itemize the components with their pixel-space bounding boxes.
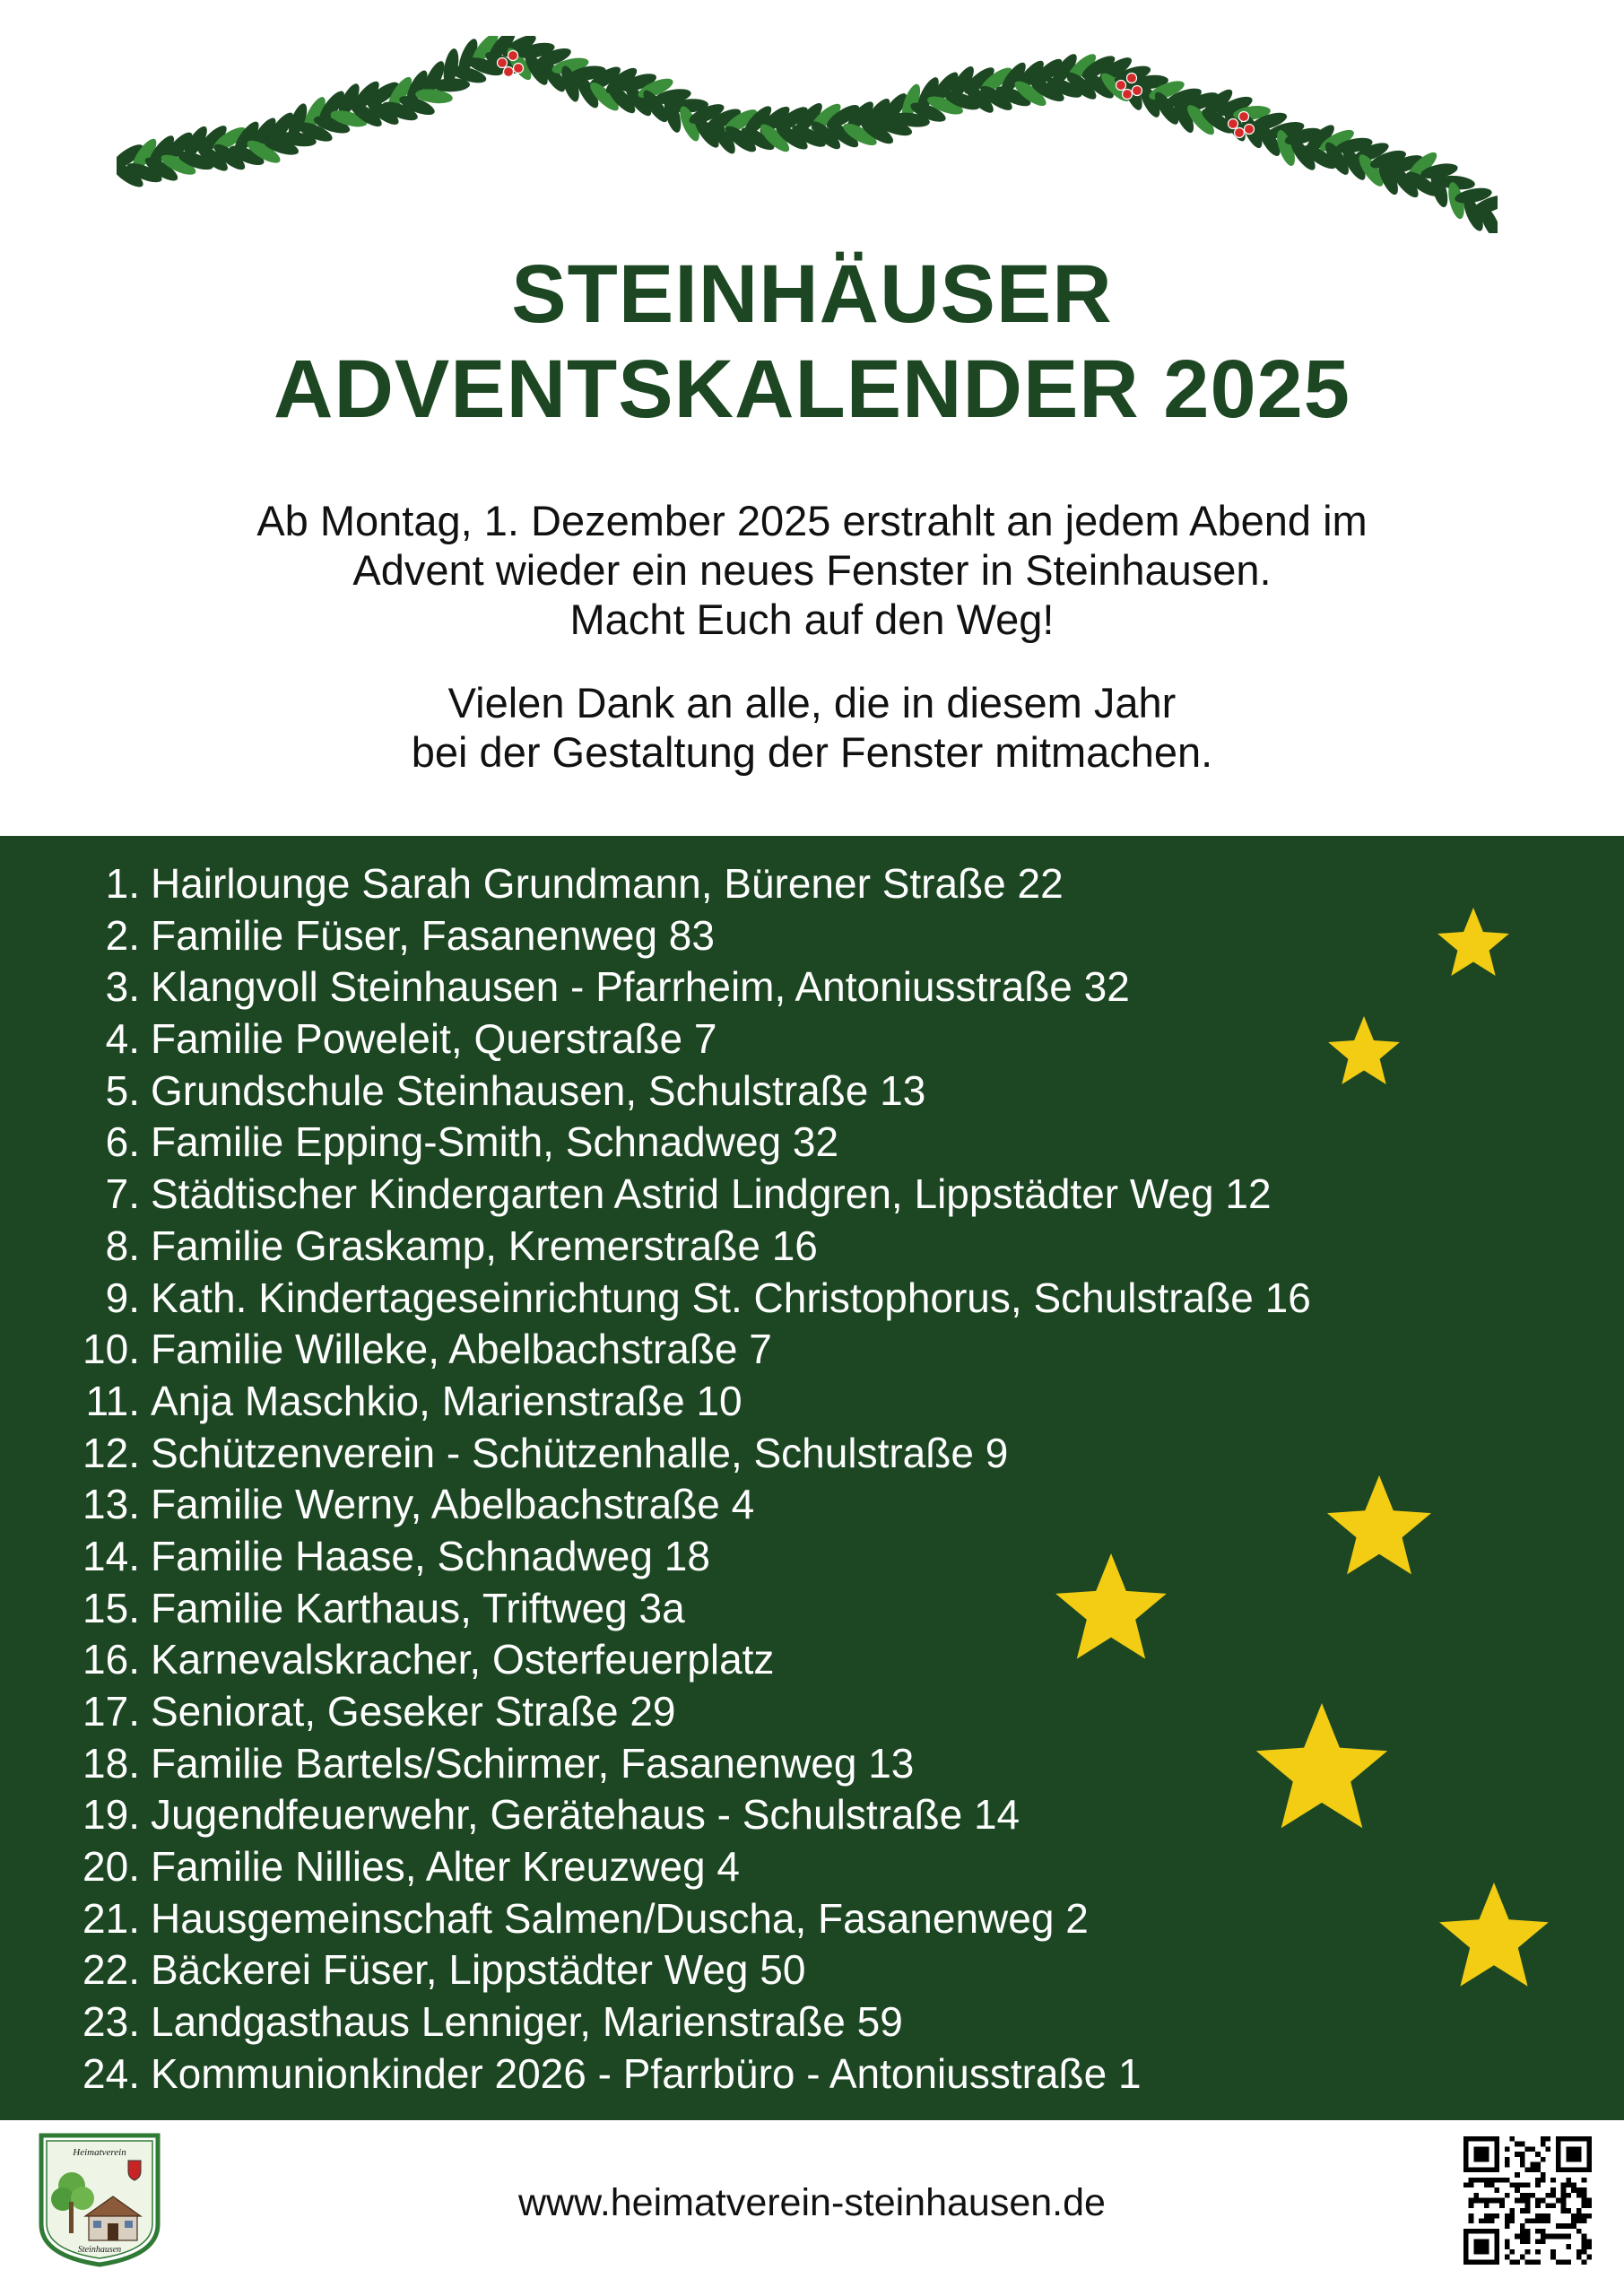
- entry-text: Klangvoll Steinhausen - Pfarrheim, Antoniusstraße 32: [151, 963, 1130, 1011]
- entry-text: Familie Epping-Smith, Schnadweg 32: [151, 1118, 839, 1166]
- entry-number: 5.: [105, 1066, 140, 1114]
- entry-number: 10.: [83, 1326, 140, 1373]
- entry-text: Hairlounge Sarah Grundmann, Bürener Straße 22: [151, 860, 1064, 907]
- calendar-entry: [63, 1169, 1311, 1221]
- berry-icon: [504, 67, 514, 77]
- calendar-entry: [63, 1013, 1311, 1065]
- star-icon: [1437, 908, 1509, 976]
- calendar-entry: [63, 1944, 1311, 1996]
- star-icon: [1327, 1475, 1431, 1574]
- entry-number: 13.: [83, 1481, 140, 1528]
- berry-icon: [1235, 128, 1245, 138]
- calendar-entry: [63, 1221, 1311, 1273]
- entry-number: 18.: [83, 1739, 140, 1787]
- entry-text: Familie Karthaus, Triftweg 3a: [151, 1584, 685, 1631]
- entry-number: 3.: [105, 963, 140, 1011]
- berry-icon: [498, 58, 508, 68]
- entry-number: 21.: [83, 1894, 140, 1942]
- entry-text: Landgasthaus Lenniger, Marienstraße 59: [151, 1998, 903, 2046]
- entry-number: 11.: [85, 1377, 140, 1424]
- entry-number: 6.: [105, 1118, 140, 1166]
- calendar-entry: [63, 1273, 1311, 1325]
- entry-number: 4.: [105, 1015, 140, 1063]
- entry-text: Familie Willeke, Abelbachstraße 7: [151, 1326, 772, 1373]
- title-line-1: STEINHÄUSER: [511, 248, 1113, 340]
- star-icon: [1328, 1016, 1400, 1084]
- calendar-list: [63, 858, 1311, 2100]
- calendar-entry: [63, 961, 1311, 1013]
- berry-icon: [1245, 125, 1255, 135]
- calendar-entry: [63, 1789, 1311, 1841]
- calendar-entry: [63, 2048, 1311, 2100]
- entry-text: Kath. Kindertageseinrichtung St. Christophorus, Schulstraße 16: [151, 1274, 1311, 1321]
- entry-number: 14.: [83, 1532, 140, 1579]
- entry-text: Familie Nillies, Alter Kreuzweg 4: [151, 1843, 741, 1891]
- entry-text: Familie Poweleit, Querstraße 7: [151, 1015, 717, 1063]
- calendar-entry: [63, 1117, 1311, 1169]
- berry-icon: [1127, 74, 1137, 83]
- garland-decoration: [117, 36, 1498, 233]
- calendar-entry: [63, 910, 1311, 962]
- entry-text: Schützenverein - Schützenhalle, Schulstraße 9: [151, 1429, 1009, 1476]
- intro-line: Vielen Dank an alle, die in diesem Jahr: [447, 679, 1177, 726]
- star-icon: [1439, 1883, 1549, 1987]
- calendar-entry: [63, 1531, 1311, 1583]
- intro-line: Macht Euch auf den Weg!: [569, 596, 1055, 643]
- entry-text: Familie Füser, Fasanenweg 83: [151, 911, 715, 959]
- calendar-entry: [63, 1376, 1311, 1428]
- logo-bottom-text: Steinhausen: [77, 2245, 122, 2255]
- entry-text: Jugendfeuerwehr, Gerätehaus - Schulstraße 14: [151, 1791, 1020, 1839]
- intro-line: bei der Gestaltung der Fenster mitmachen.: [411, 728, 1213, 776]
- entry-text: Familie Bartels/Schirmer, Fasanenweg 13: [151, 1739, 915, 1787]
- title-line-2: ADVENTSKALENDER 2025: [274, 344, 1350, 435]
- entry-text: Kommunionkinder 2026 - Pfarrbüro - Antoniusstraße 1: [151, 2049, 1142, 2097]
- entry-number: 1.: [105, 860, 140, 907]
- entry-number: 15.: [83, 1584, 140, 1631]
- entry-number: 8.: [105, 1222, 140, 1269]
- calendar-entry: [63, 1686, 1311, 1738]
- berry-icon: [514, 64, 524, 74]
- logo-top-text: Heimatverein: [73, 2147, 126, 2158]
- berry-icon: [1116, 81, 1126, 91]
- calendar-entry: [63, 1996, 1311, 2048]
- entry-number: 19.: [83, 1791, 140, 1839]
- calendar-entry: [63, 1065, 1311, 1118]
- entry-text: Familie Haase, Schnadweg 18: [151, 1532, 710, 1579]
- calendar-entry: [63, 1324, 1311, 1376]
- calendar-panel: [0, 836, 1624, 2120]
- calendar-entry: [63, 1479, 1311, 1531]
- intro-line: Advent wieder ein neues Fenster in Steinhausen.: [352, 546, 1272, 594]
- entry-text: Karnevalskracher, Osterfeuerplatz: [151, 1636, 775, 1683]
- calendar-entry: [63, 858, 1311, 910]
- entry-number: 24.: [83, 2049, 140, 2097]
- entry-text: Seniorat, Geseker Straße 29: [151, 1688, 676, 1735]
- entry-number: 2.: [105, 911, 140, 959]
- intro-paragraph-1: [0, 496, 1624, 644]
- entry-number: 23.: [83, 1998, 140, 2046]
- page-title: [0, 247, 1624, 437]
- calendar-entry: [63, 1583, 1311, 1635]
- calendar-entry: [63, 1841, 1311, 1893]
- entry-number: 7.: [105, 1170, 140, 1218]
- entry-text: Familie Werny, Abelbachstraße 4: [151, 1481, 755, 1528]
- entry-text: Grundschule Steinhausen, Schulstraße 13: [151, 1066, 926, 1114]
- entry-number: 20.: [83, 1843, 140, 1891]
- calendar-entry: [63, 1738, 1311, 1790]
- berry-icon: [1133, 86, 1142, 96]
- website-link[interactable]: www.heimatverein-steinhausen.de: [518, 2181, 1106, 2224]
- intro-line: Ab Montag, 1. Dezember 2025 erstrahlt an jedem Abend im: [256, 497, 1368, 544]
- entry-number: 12.: [83, 1429, 140, 1476]
- entry-text: Familie Graskamp, Kremerstraße 16: [151, 1222, 818, 1269]
- calendar-entry: [63, 1893, 1311, 1945]
- entry-text: Anja Maschkio, Marienstraße 10: [151, 1377, 743, 1424]
- entry-number: 22.: [83, 1946, 140, 1994]
- berry-icon: [1229, 119, 1238, 129]
- entry-text: Bäckerei Füser, Lippstädter Weg 50: [151, 1946, 806, 1994]
- entry-text: Städtischer Kindergarten Astrid Lindgren, Lippstädter Weg 12: [151, 1170, 1272, 1218]
- intro-paragraph-2: [0, 678, 1624, 777]
- entry-number: 17.: [83, 1688, 140, 1735]
- entry-text: Hausgemeinschaft Salmen/Duscha, Fasanenweg 2: [151, 1894, 1089, 1942]
- qr-code-icon: [1463, 2136, 1592, 2265]
- calendar-entry: [63, 1634, 1311, 1686]
- entry-number: 9.: [105, 1274, 140, 1321]
- berry-icon: [1123, 90, 1133, 100]
- calendar-entry: [63, 1428, 1311, 1480]
- entry-number: 16.: [83, 1636, 140, 1683]
- berry-icon: [508, 51, 518, 61]
- berry-icon: [1239, 112, 1249, 122]
